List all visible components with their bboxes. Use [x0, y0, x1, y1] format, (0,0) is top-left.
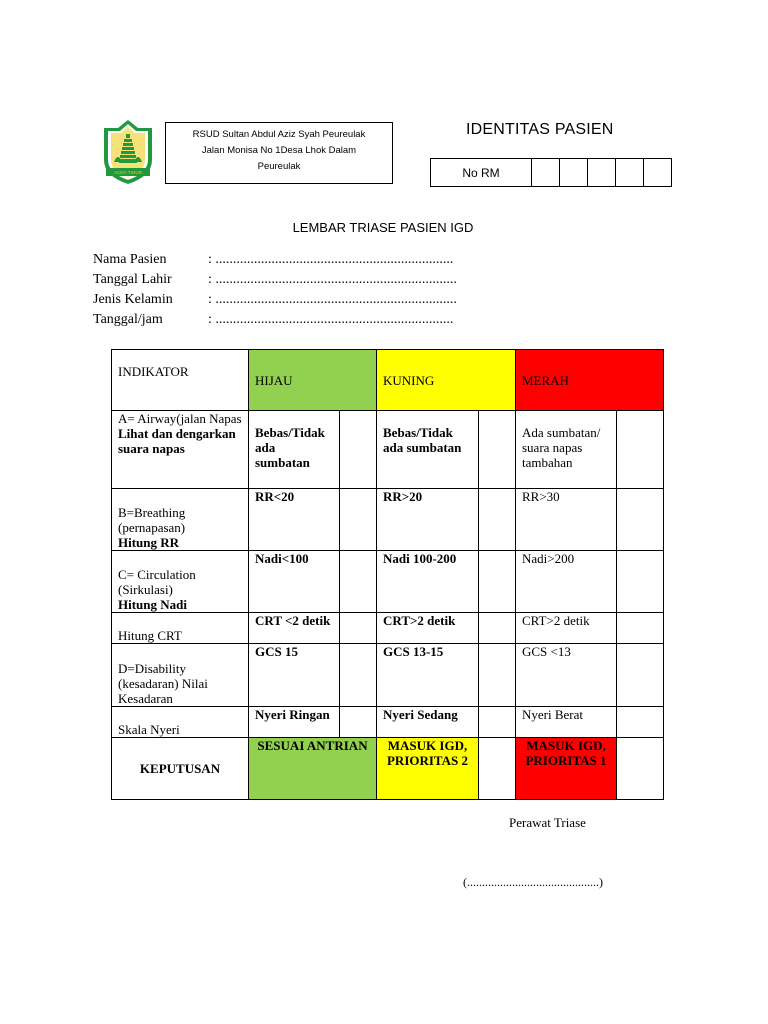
- keputusan-row: [112, 738, 664, 800]
- merah-cell: Nadi>200: [516, 551, 617, 613]
- field-label: Jenis Kelamin: [93, 292, 173, 307]
- indikator-text: B=Breathing (pernapasan): [118, 505, 186, 535]
- field-dots: : ....................................................................: [208, 252, 454, 267]
- field-label: Tanggal Lahir: [93, 272, 172, 287]
- hijau-check[interactable]: [340, 707, 377, 738]
- hospital-info-box: [165, 122, 393, 184]
- merah-cell: GCS <13: [516, 644, 617, 707]
- no-rm-box[interactable]: [644, 159, 672, 187]
- indikator-text: C= Circulation (Sirkulasi): [118, 567, 196, 597]
- keputusan-hijau[interactable]: [249, 738, 377, 800]
- sheet-title-text: LEMBAR TRIASE PASIEN IGD: [292, 220, 474, 235]
- merah-check[interactable]: [617, 613, 664, 644]
- signature-line[interactable]: (............................................): [463, 875, 603, 889]
- indikator-cell: [112, 411, 249, 489]
- merah-check[interactable]: [617, 551, 664, 613]
- kuning-cell: CRT>2 detik: [377, 613, 479, 644]
- kuning-check[interactable]: [479, 707, 516, 738]
- hijau-check[interactable]: [340, 644, 377, 707]
- table-row: [112, 644, 664, 707]
- indikator-text: Skala Nyeri: [118, 722, 180, 737]
- keputusan-kuning-text: MASUK IGD, PRIORITAS 2: [386, 738, 469, 768]
- keputusan-merah[interactable]: [516, 738, 617, 800]
- table-row: [112, 411, 664, 489]
- kuning-cell: Nyeri Sedang: [377, 707, 479, 738]
- kuning-check[interactable]: [479, 551, 516, 613]
- merah-check[interactable]: [617, 644, 664, 707]
- merah-cell: RR>30: [516, 489, 617, 551]
- triage-table: [111, 349, 664, 800]
- header-hijau: HIJAU: [249, 350, 377, 411]
- hospital-logo: [100, 118, 156, 186]
- no-rm-box[interactable]: [588, 159, 616, 187]
- table-row: [112, 489, 664, 551]
- merah-cell: Ada sumbatan/ suara napas tambahan: [516, 411, 617, 489]
- logo-ribbon-text: ACEH TIMUR: [114, 170, 142, 175]
- field-dots: : .....................................................................: [208, 272, 457, 287]
- field-dots: : ....................................................................: [208, 312, 454, 327]
- hijau-cell: Bebas/Tidak ada sumbatan: [249, 411, 340, 489]
- no-rm-table: [430, 158, 672, 187]
- identity-title: IDENTITAS PASIEN: [466, 121, 614, 138]
- hospital-city: Peureulak: [257, 161, 301, 172]
- field-tanggal-jam[interactable]: [93, 312, 453, 328]
- kuning-cell: Nadi 100-200: [377, 551, 479, 613]
- no-rm-box[interactable]: [560, 159, 588, 187]
- indikator-cell: [112, 551, 249, 613]
- field-nama-pasien[interactable]: [93, 252, 453, 268]
- field-tanggal-lahir[interactable]: [93, 272, 457, 288]
- keputusan-spacer: [617, 738, 664, 800]
- hijau-check[interactable]: [340, 411, 377, 489]
- indikator-text: A= Airway(jalan Napas: [118, 411, 242, 426]
- indikator-bold-text: Hitung Nadi: [118, 597, 187, 612]
- hijau-cell: Nyeri Ringan: [249, 707, 340, 738]
- hospital-address: Jalan Monisa No 1Desa Lhok Dalam: [201, 145, 357, 156]
- indikator-bold-text: Hitung RR: [118, 535, 180, 550]
- no-rm-box[interactable]: [532, 159, 560, 187]
- hijau-cell: GCS 15: [249, 644, 340, 707]
- perawat-label: Perawat Triase: [509, 815, 586, 830]
- hijau-check[interactable]: [340, 489, 377, 551]
- indikator-bold-text: Lihat dan dengarkan suara napas: [118, 426, 236, 456]
- kuning-check[interactable]: [479, 411, 516, 489]
- merah-check[interactable]: [617, 707, 664, 738]
- kuning-cell: Bebas/Tidak ada sumbatan: [377, 411, 479, 489]
- field-dots: : .....................................................................: [208, 292, 457, 307]
- no-rm-label: No RM: [431, 159, 532, 187]
- merah-check[interactable]: [617, 411, 664, 489]
- indikator-cell: [112, 489, 249, 551]
- hijau-cell: CRT <2 detik: [249, 613, 340, 644]
- kuning-check[interactable]: [479, 644, 516, 707]
- sheet-title: [0, 220, 768, 235]
- hijau-cell: RR<20: [249, 489, 340, 551]
- no-rm-box[interactable]: [616, 159, 644, 187]
- keputusan-label: KEPUTUSAN: [112, 738, 249, 800]
- hijau-check[interactable]: [340, 551, 377, 613]
- kuning-check[interactable]: [479, 489, 516, 551]
- header-indikator: INDIKATOR: [112, 350, 249, 411]
- hijau-check[interactable]: [340, 613, 377, 644]
- header-kuning: KUNING: [377, 350, 516, 411]
- keputusan-merah-text: MASUK IGD, PRIORITAS 1: [525, 738, 607, 768]
- merah-cell: Nyeri Berat: [516, 707, 617, 738]
- kuning-cell: RR>20: [377, 489, 479, 551]
- indikator-cell: [112, 644, 249, 707]
- indikator-cell: [112, 707, 249, 738]
- field-label: Tanggal/jam: [93, 312, 163, 327]
- table-row: [112, 613, 664, 644]
- indikator-text: Hitung CRT: [118, 628, 182, 643]
- hospital-name: RSUD Sultan Abdul Aziz Syah Peureulak: [192, 129, 366, 140]
- keputusan-spacer: [479, 738, 516, 800]
- field-label: Nama Pasien: [93, 252, 167, 267]
- keputusan-hijau-text: SESUAI ANTRIAN: [257, 738, 368, 753]
- header-merah: MERAH: [516, 350, 664, 411]
- table-row: [112, 707, 664, 738]
- merah-check[interactable]: [617, 489, 664, 551]
- indikator-cell: [112, 613, 249, 644]
- keputusan-kuning[interactable]: [377, 738, 479, 800]
- merah-cell: CRT>2 detik: [516, 613, 617, 644]
- indikator-text: D=Disability (kesadaran) Nilai Kesadaran: [118, 661, 208, 706]
- kuning-check[interactable]: [479, 613, 516, 644]
- kuning-cell: GCS 13-15: [377, 644, 479, 707]
- field-jenis-kelamin[interactable]: [93, 292, 457, 308]
- hijau-cell: Nadi<100: [249, 551, 340, 613]
- table-row: [112, 551, 664, 613]
